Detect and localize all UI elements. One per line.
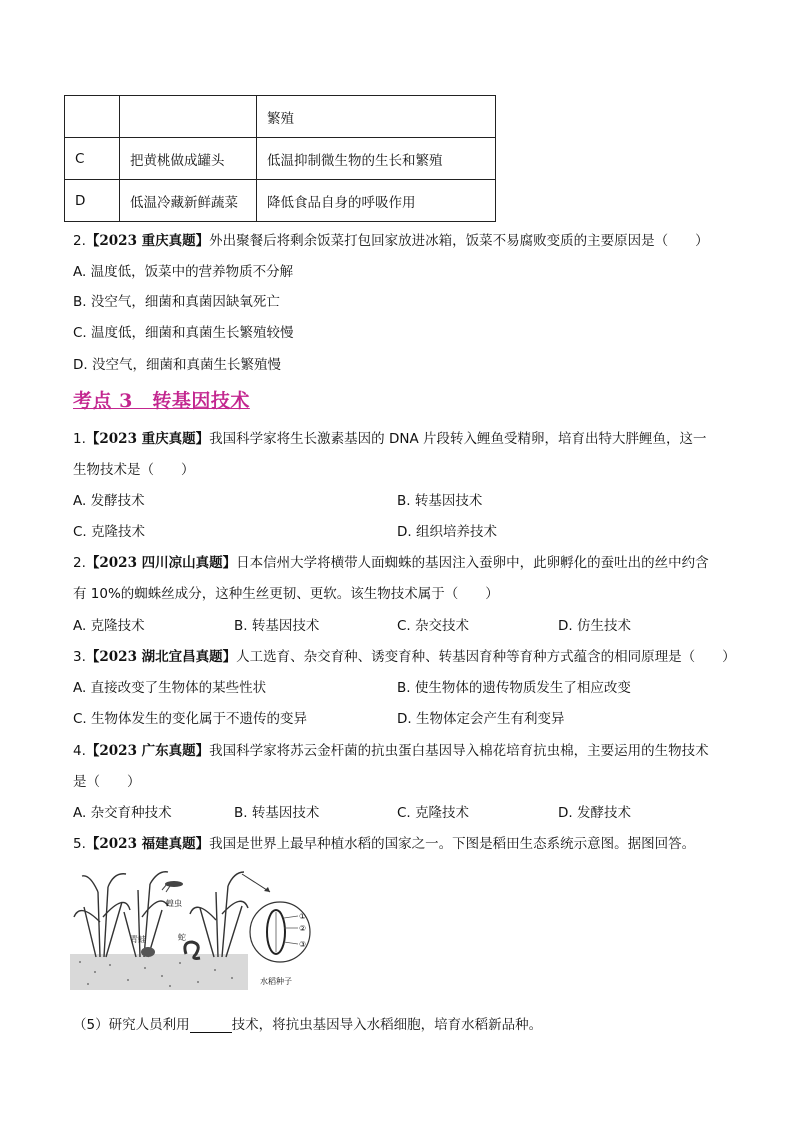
question-number: 5. (73, 836, 86, 852)
question-source-tag: 【2023 重庆真题】 (85, 431, 210, 447)
question-stem (73, 427, 706, 447)
seed-part-2: ② (299, 924, 307, 933)
question-stem (73, 645, 736, 665)
question-text: 日本信州大学将横带人面蜘蛛的基因注入蚕卵中，此卵孵化的蚕吐出的丝中约含 (236, 555, 709, 571)
question-stem (73, 229, 709, 249)
question-source-tag: 【2023 重庆真题】 (85, 233, 210, 249)
option: D. 没空气，细菌和真菌生长繁殖慢 (73, 357, 281, 373)
frog-icon (141, 947, 155, 957)
question-text: 人工选育、杂交育种、诱变育种、转基因育种等育种方式蕴含的相同原理是（ ） (236, 649, 736, 665)
table-cell: D (65, 180, 120, 222)
question-number: 2. (73, 233, 86, 249)
answer-table (64, 95, 496, 222)
option: B. 转基因技术 (234, 618, 320, 634)
arrow-head (264, 887, 270, 892)
table-cell: 把黄桃做成罐头 (120, 138, 257, 180)
question-number: 1. (73, 431, 86, 447)
option: A. 克隆技术 (73, 618, 145, 634)
seed-caption: 水稻种子 (260, 977, 292, 986)
question-text: 我国科学家将苏云金杆菌的抗虫蛋白基因导入棉花培育抗虫棉，主要运用的生物技术 (209, 743, 709, 759)
question-number: 4. (73, 743, 86, 759)
question-stem (73, 551, 709, 571)
seed-part-1: ① (299, 912, 307, 921)
table-cell (65, 96, 120, 138)
option: D. 仿生技术 (558, 618, 631, 634)
option: D. 组织培养技术 (397, 524, 497, 540)
option: A. 温度低，饭菜中的营养物质不分解 (73, 264, 294, 280)
option: C. 杂交技术 (397, 618, 470, 634)
option: B. 转基因技术 (397, 493, 483, 509)
question-source-tag: 【2023 湖北宜昌真题】 (85, 649, 237, 665)
table-row (65, 96, 496, 138)
question-text: 生物技术是（ ） (73, 462, 195, 478)
table-cell: 降低食品自身的呼吸作用 (257, 180, 496, 222)
sub-question-prefix: （5）研究人员利用 (73, 1017, 190, 1033)
question-number: 3. (73, 649, 86, 665)
rice-plant (124, 872, 168, 957)
option: C. 生物体发生的变化属于不遗传的变异 (73, 711, 308, 727)
section-heading: 考点 3 转基因技术 (73, 390, 250, 412)
table-cell: 低温冷藏新鲜蔬菜 (120, 180, 257, 222)
frog-label: 青蛙 (130, 935, 146, 944)
snake-label: 蛇 (178, 933, 186, 942)
table-row (65, 138, 496, 180)
sub-question (73, 1013, 542, 1033)
option: C. 克隆技术 (73, 524, 146, 540)
soil-layer (70, 954, 248, 990)
locust-label: 蝗虫 (166, 899, 182, 908)
locust-icon (162, 881, 183, 892)
question-source-tag: 【2023 广东真题】 (85, 743, 210, 759)
option: D. 发酵技术 (558, 805, 631, 821)
question-text: 是（ ） (73, 774, 141, 790)
question-source-tag: 【2023 四川凉山真题】 (85, 555, 237, 571)
option: B. 没空气，细菌和真菌因缺氧死亡 (73, 294, 280, 310)
answer-blank[interactable] (190, 1019, 232, 1033)
option: B. 使生物体的遗传物质发生了相应改变 (397, 680, 631, 696)
option: C. 克隆技术 (397, 805, 470, 821)
question-stem (73, 832, 695, 852)
table-cell: 低温抑制微生物的生长和繁殖 (257, 138, 496, 180)
question-text: 我国是世界上最早种植水稻的国家之一。下图是稻田生态系统示意图。据图回答。 (209, 836, 696, 852)
question-text: 我国科学家将生长激素基因的 DNA 片段转入鲤鱼受精卵，培育出特大胖鲤鱼，这一 (209, 431, 707, 447)
question-source-tag: 【2023 福建真题】 (85, 836, 210, 852)
question-stem (73, 739, 709, 759)
sub-question-suffix: 技术，将抗虫基因导入水稻细胞，培育水稻新品种。 (231, 1017, 543, 1033)
question-text: 有 10%的蜘蛛丝成分，这种生丝更韧、更软。该生物技术属于（ ） (73, 586, 499, 602)
table-cell (120, 96, 257, 138)
table-row (65, 180, 496, 222)
option: A. 直接改变了生物体的某些性状 (73, 680, 267, 696)
option: D. 生物体定会产生有利变异 (397, 711, 565, 727)
rice-plant (74, 874, 130, 957)
option: B. 转基因技术 (234, 805, 320, 821)
question-number: 2. (73, 555, 86, 571)
option: C. 温度低，细菌和真菌生长繁殖较慢 (73, 325, 294, 341)
table-cell: C (65, 138, 120, 180)
table-cell: 繁殖 (257, 96, 496, 138)
option: A. 杂交育种技术 (73, 805, 172, 821)
rice-paddy-ecosystem-figure (70, 862, 338, 992)
seed-part-3: ③ (299, 940, 307, 949)
question-text: 外出聚餐后将剩余饭菜打包回家放进冰箱，饭菜不易腐败变质的主要原因是（ ） (209, 233, 709, 249)
option: A. 发酵技术 (73, 493, 145, 509)
